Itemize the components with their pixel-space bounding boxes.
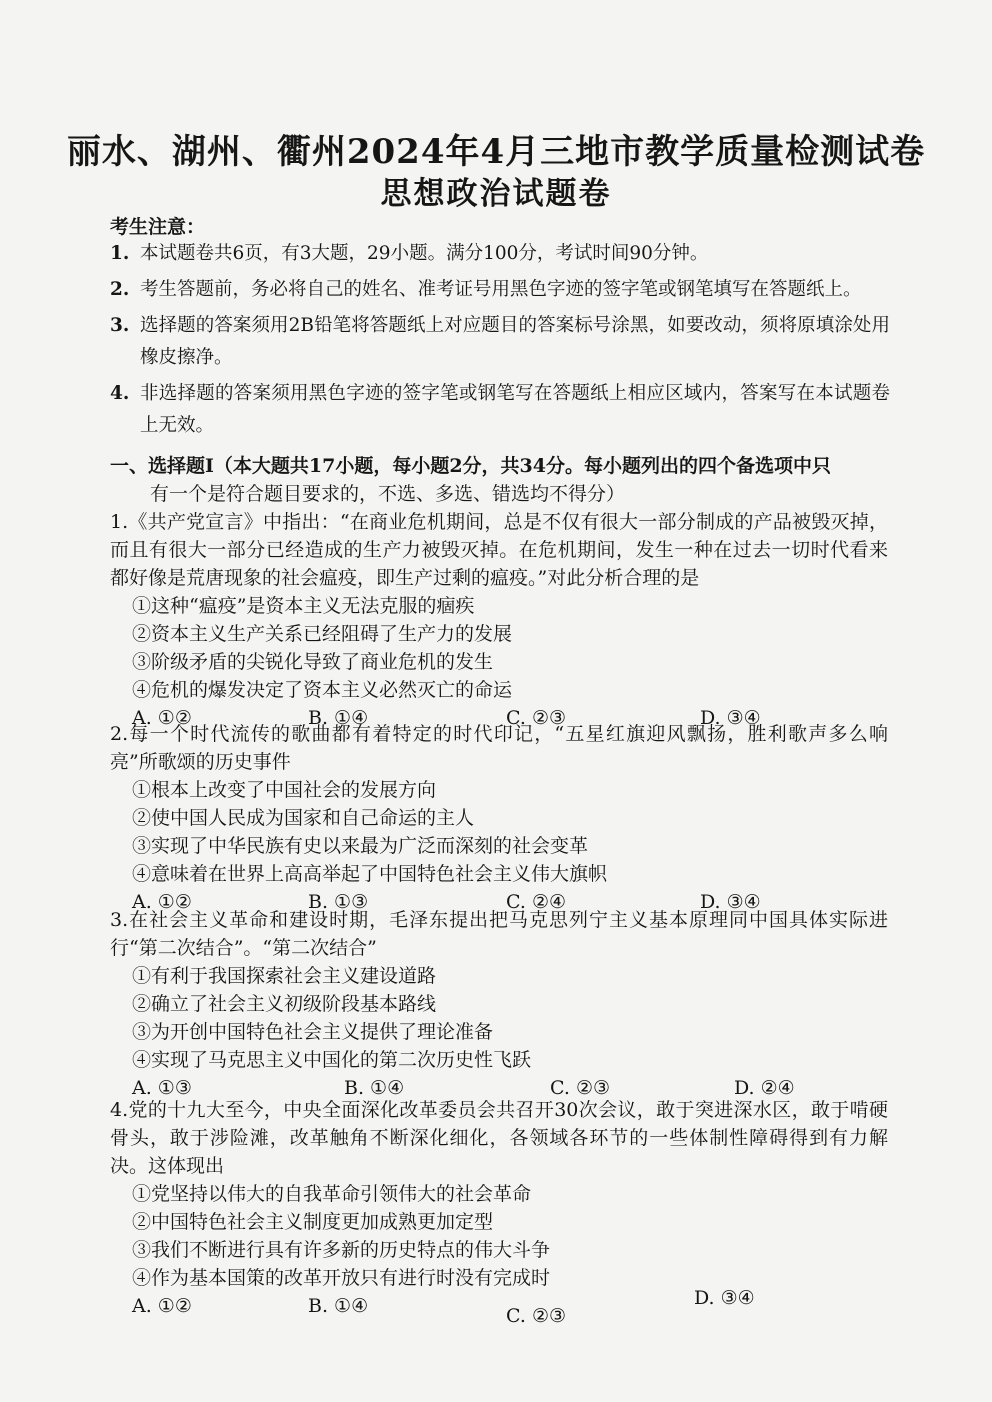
question-option: ④危机的爆发决定了资本主义必然灭亡的命运 [132,679,513,701]
notice-item [110,310,890,374]
notice-heading: 考生注意： [110,216,206,238]
question-4 [110,1096,888,1327]
choice-d: D. ③④ [694,1287,755,1309]
question-option: ②确立了社会主义初级阶段基本路线 [132,993,437,1015]
question-option: ③我们不断进行具有许多新的历史特点的伟大斗争 [132,1239,551,1261]
question-option: ③实现了中华民族有史以来最为广泛而深刻的社会变革 [132,835,589,857]
question-stem: 1.《共产党宣言》中指出：“在商业危机期间，总是不仅有很大一部分制成的产品被毁灭掉，而且有很大一部分已经造成的生产力被毁灭掉。在危机期间，发生一种在过去一切时代看来都好像是荒唐现象的社会瘟疫，即生产过剩的瘟疫。”对此分析合理的是 [110,511,888,589]
choice-a: A. ①③ [132,1077,192,1099]
choice-a: A. ①② [132,891,192,913]
choice-b: B. ①③ [308,891,369,913]
choice-a: A. ①② [132,707,192,729]
notice-text: 本试题卷共6页，有3大题，29小题。满分100分，考试时间90分钟。 [140,243,709,264]
question-option: ①根本上改变了中国社会的发展方向 [132,779,437,801]
question-option: ②使中国人民成为国家和自己命运的主人 [132,807,475,829]
choice-b: B. ①④ [308,1295,369,1317]
question-option: ④实现了马克思主义中国化的第二次历史性飞跃 [132,1049,532,1071]
section-heading [110,452,890,508]
choice-c: C. ②③ [550,1077,611,1099]
choice-b: B. ①④ [308,707,369,729]
question-stem: 3.在社会主义革命和建设时期，毛泽东提出把马克思列宁主义基本原理同中国具体实际进行“第二次结合”。“第二次结合” [110,909,888,959]
question-option: ①这种“瘟疫”是资本主义无法克服的痼疾 [132,595,475,617]
question-3 [110,906,888,1102]
choice-d: D. ③④ [700,707,761,729]
notice-number: 3. [110,315,130,336]
notice-number: 4. [110,383,130,404]
notice-list [110,238,890,446]
page-subtitle: 思想政治试题卷 [380,176,612,212]
question-option: ④意味着在世界上高高举起了中国特色社会主义伟大旗帜 [132,863,608,885]
choice-d: D. ②④ [734,1077,795,1099]
question-option: ③阶级矛盾的尖锐化导致了商业危机的发生 [132,651,494,673]
section-heading-line: 一、选择题Ⅰ（本大题共17小题，每小题2分，共34分。每小题列出的四个备选项中只 [110,455,831,477]
question-option: ①党坚持以伟大的自我革命引领伟大的社会革命 [132,1183,532,1205]
question-option: ③为开创中国特色社会主义提供了理论准备 [132,1021,494,1043]
choice-c: C. ②④ [506,891,567,913]
notice-text: 非选择题的答案须用黑色字迹的签字笔或钢笔写在答题纸上相应区域内，答案写在本试题卷上无效。 [140,383,890,436]
question-1 [110,508,888,732]
choice-b: B. ①④ [344,1077,405,1099]
notice-item [110,274,890,306]
answer-choices [110,1287,888,1327]
section-heading-continuation: 有一个是符合题目要求的，不选、多选、错选均不得分） [150,483,626,505]
choice-d: D. ③④ [700,891,761,913]
question-stem: 4.党的十九大至今，中央全面深化改革委员会共召开30次会议，敢于突进深水区，敢于啃硬骨头，敢于涉险滩，改革触角不断深化细化，各领域各环节的一些体制性障碍得到有力解决。这体现出 [110,1099,888,1177]
notice-number: 1. [110,243,130,264]
notice-text: 选择题的答案须用2B铅笔将答题纸上对应题目的答案标号涂黑，如要改动，须将原填涂处用橡皮擦净。 [140,315,890,368]
choice-a: A. ①② [132,1295,192,1317]
choice-c: C. ②③ [506,1305,567,1327]
notice-item [110,238,890,270]
question-option: ②中国特色社会主义制度更加成熟更加定型 [132,1211,494,1233]
choice-c: C. ②③ [506,707,567,729]
notice-item [110,378,890,442]
question-stem: 2.每一个时代流传的歌曲都有着特定的时代印记，“五星红旗迎风飘扬，胜利歌声多么响亮”所歌颂的历史事件 [110,723,888,773]
notice-number: 2. [110,279,130,300]
page-title: 丽水、湖州、衢州2024年4月三地市教学质量检测试卷 [66,132,926,172]
question-option: ②资本主义生产关系已经阻碍了生产力的发展 [132,623,513,645]
question-option: ④作为基本国策的改革开放只有进行时没有完成时 [132,1267,551,1289]
question-2 [110,720,888,916]
question-option: ①有利于我国探索社会主义建设道路 [132,965,437,987]
notice-text: 考生答题前，务必将自己的姓名、准考证号用黑色字迹的签字笔或钢笔填写在答题纸上。 [140,279,862,300]
